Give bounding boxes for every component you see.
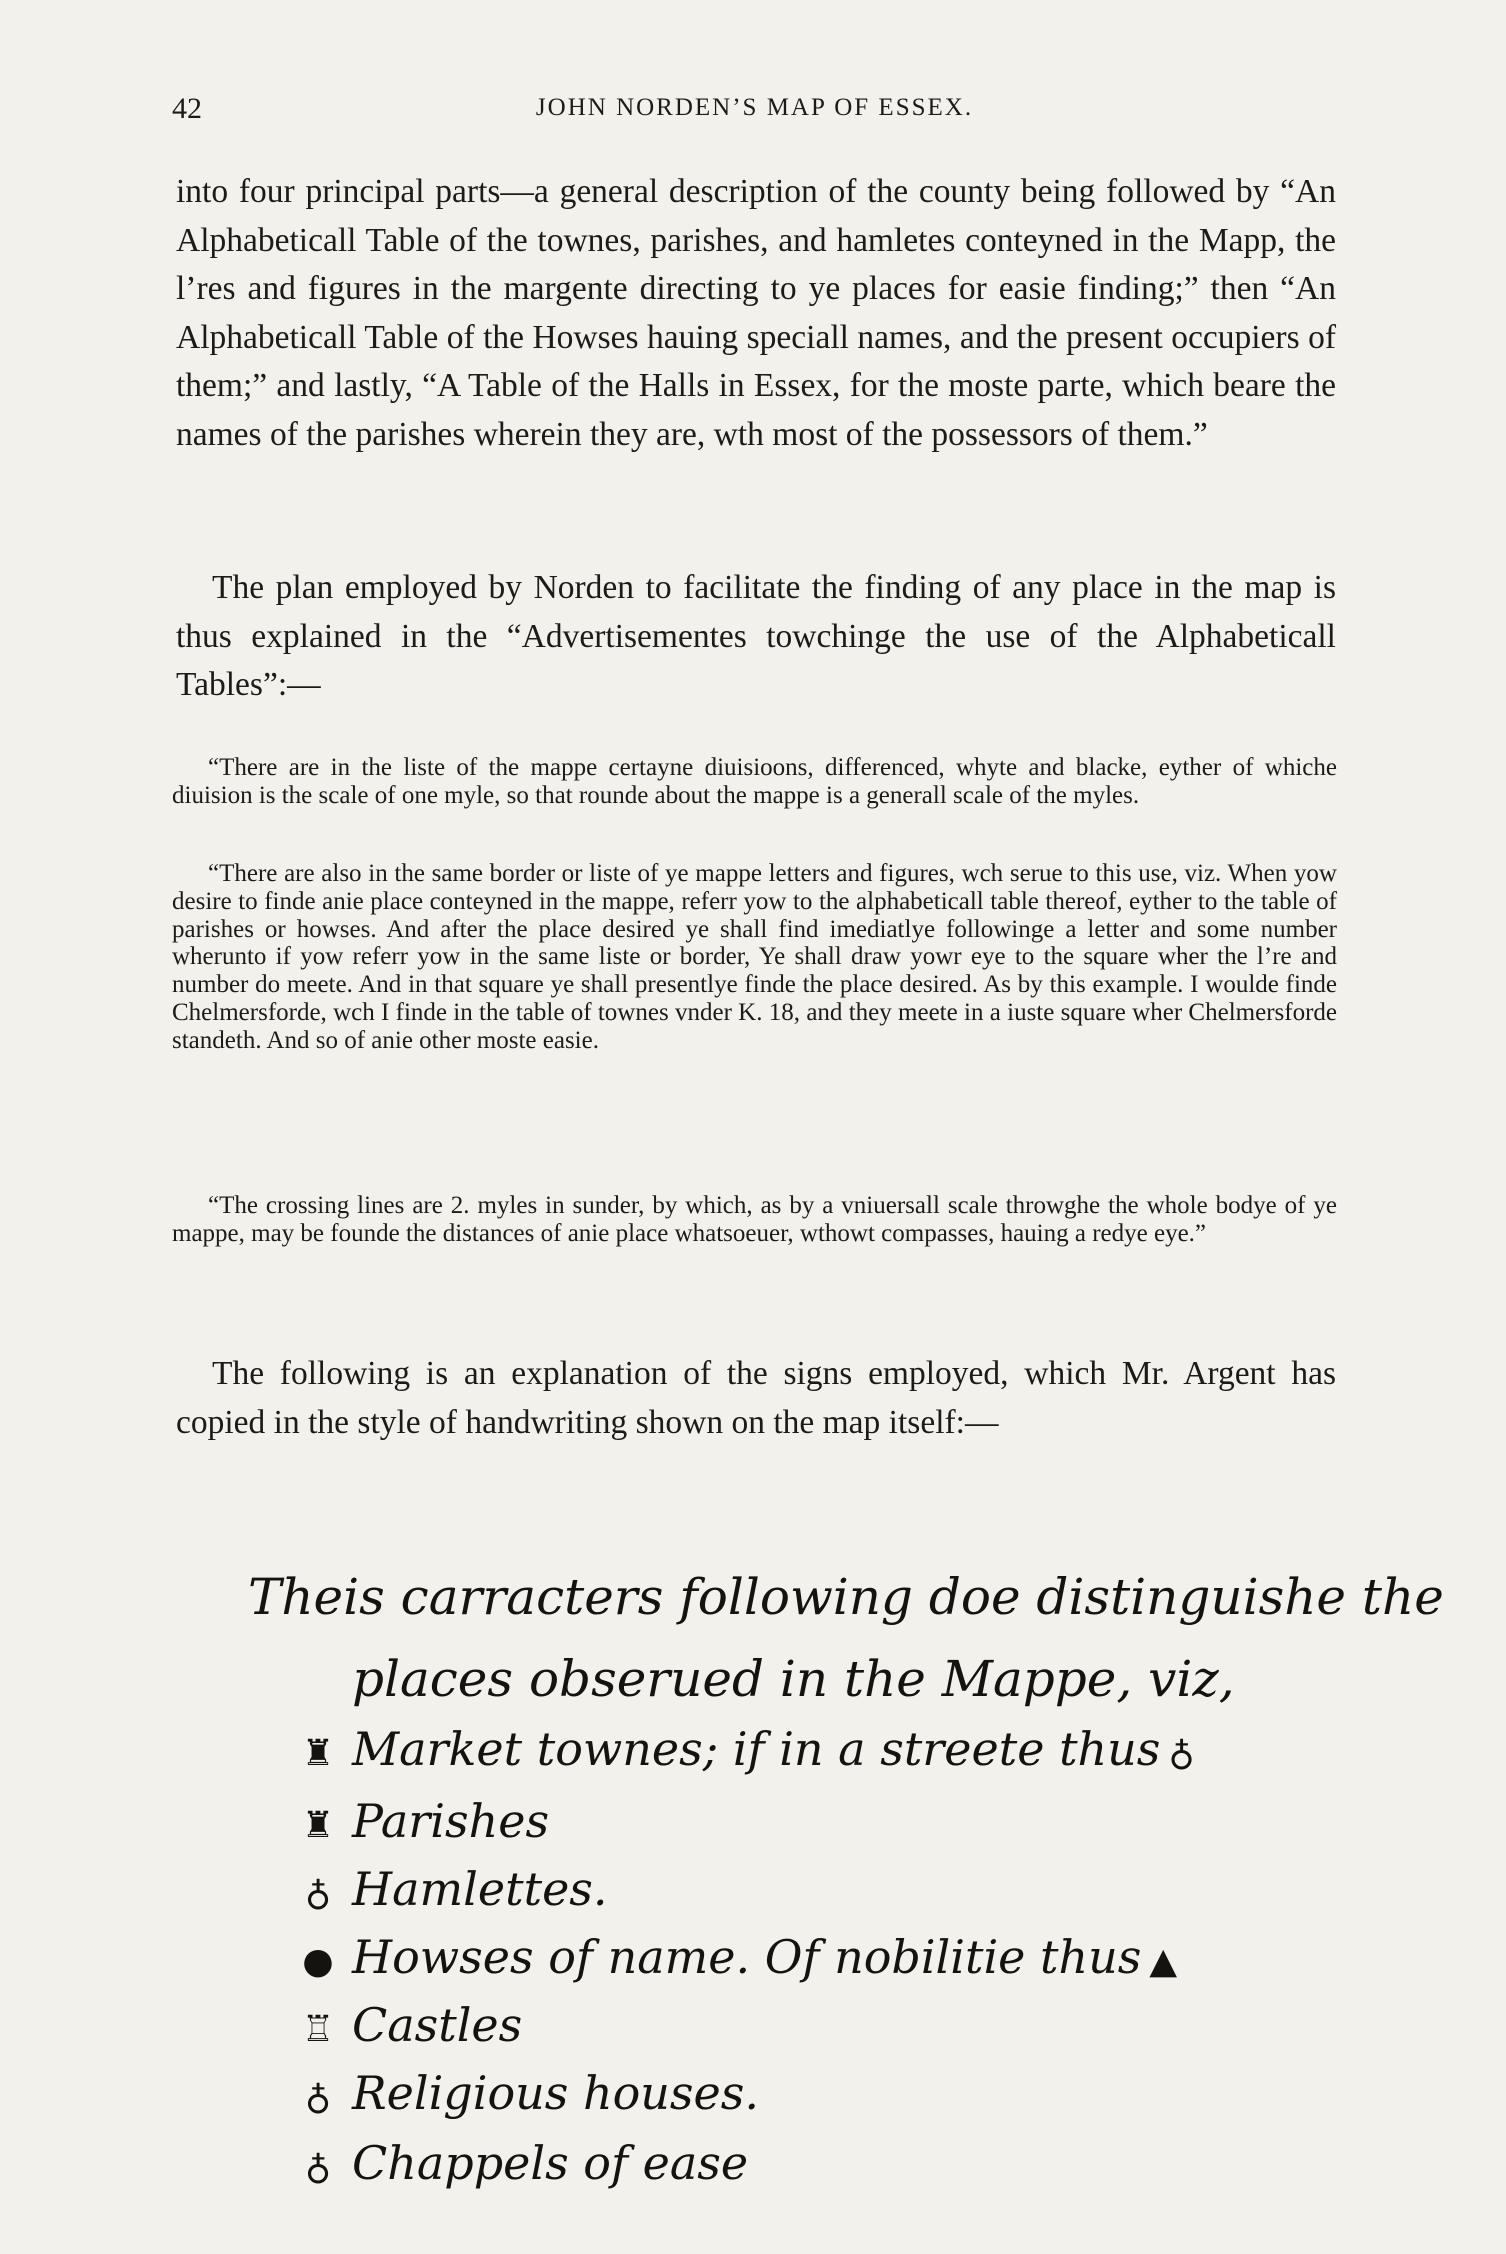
running-title: JOHN NORDEN’S MAP OF ESSEX.: [535, 94, 974, 121]
body-paragraph-3: [176, 1350, 1336, 1447]
block-quote-3: [172, 1192, 1337, 1248]
legend-title-line-1: Theis carracters following doe distinguishe the: [248, 1568, 1444, 1626]
legend-label: Castles: [352, 1998, 523, 2052]
house-icon: ●: [302, 1940, 334, 1982]
legend-row-howses: [296, 1930, 1177, 1984]
paragraph-text: The following is an explanation of the signs employed, which Mr. Argent has copied in the style of handwriting shown on the map itself:—: [176, 1355, 1336, 1441]
hamlet-icon: ♁: [304, 1872, 332, 1914]
market-town-icon: ♜: [301, 1732, 335, 1774]
legend-row-market-townes: [296, 1722, 1195, 1776]
legend-title-line-2: places obserued in the Mappe, viz,: [352, 1650, 1235, 1708]
quote-text: “There are also in the same border or liste of ye mappe letters and figures, wch serue to this use, viz. When yow desire to finde anie place conteyned in the mappe, referr yow to the alphabeticall table thereof, eyther to the table of parishes or howses. And after the place desired ye shall find imediatlye followinge a letter and some number wherunto if yow referr yow in the same liste or border, Ye shall draw yowr eye to the square wher the l’re and number do meete. And in that square ye shall presentlye finde the place desired. As by this example. I woulde finde Chelmersforde, wch I finde in the table of townes vnder K. 18, and they meete in a iuste square wher Chelmersforde standeth. And so of anie other moste easie.: [172, 860, 1337, 1054]
running-head: [172, 92, 1337, 132]
legend-row-hamlettes: [296, 1862, 608, 1916]
nobility-icon: ▲: [1149, 1941, 1178, 1982]
legend-row-castles: [296, 1998, 522, 2052]
castle-icon: ♖: [301, 2008, 335, 2050]
street-town-icon: ♁: [1168, 1733, 1195, 1774]
parish-icon: ♜: [301, 1804, 335, 1846]
legend-label: Howses of name. Of nobilitie thus: [352, 1930, 1142, 1984]
quote-text: “There are in the liste of the mappe certayne diuisioons, differenced, whyte and blacke, eyther of whiche diuision is the scale of one myle, so that rounde about the mappe is a generall scale of the myles.: [172, 754, 1337, 809]
body-paragraph-1: [176, 168, 1336, 460]
legend-label: Religious houses.: [352, 2066, 759, 2120]
body-paragraph-2: [176, 564, 1336, 710]
paragraph-text: into four principal parts—a general description of the county being followed by “An Alphabeticall Table of the townes, parishes, and hamletes conteyned in the Mapp, the l’res and figures in the margente directing to ye places for easie finding;” then “An Alphabeticall Table of the Howses hauing speciall names, and the present occupiers of them;” and lastly, “A Table of the Halls in Essex, for the moste parte, which beare the names of the parishes wherein they are, wth most of the possessors of them.”: [176, 173, 1336, 453]
paragraph-text: The plan employed by Norden to facilitate the finding of any place in the map is thus explained in the “Advertisementes towchinge the use of the Alphabeticall Tables”:—: [176, 569, 1336, 704]
legend-row-parishes: [296, 1794, 549, 1848]
page-number: 42: [172, 92, 202, 125]
legend-label: Parishes: [352, 1794, 550, 1848]
legend-row-chappels: [296, 2136, 748, 2190]
chapel-icon: ♁: [304, 2146, 332, 2188]
block-quote-1: [172, 754, 1337, 810]
legend-label: Hamlettes.: [352, 1862, 608, 1916]
legend-label: Chappels of ease: [352, 2136, 749, 2190]
religious-house-icon: ♁: [304, 2076, 332, 2118]
legend-label: Market townes; if in a streete thus: [352, 1722, 1161, 1776]
quote-text: “The crossing lines are 2. myles in sunder, by which, as by a vniuersall scale throwghe the whole bodye of ye mappe, may be founde the distances of anie place whatsoeuer, wthowt compasses, hauing a redye eye.”: [172, 1192, 1337, 1247]
legend-row-religious-houses: [296, 2066, 759, 2120]
block-quote-2: [172, 860, 1337, 1055]
